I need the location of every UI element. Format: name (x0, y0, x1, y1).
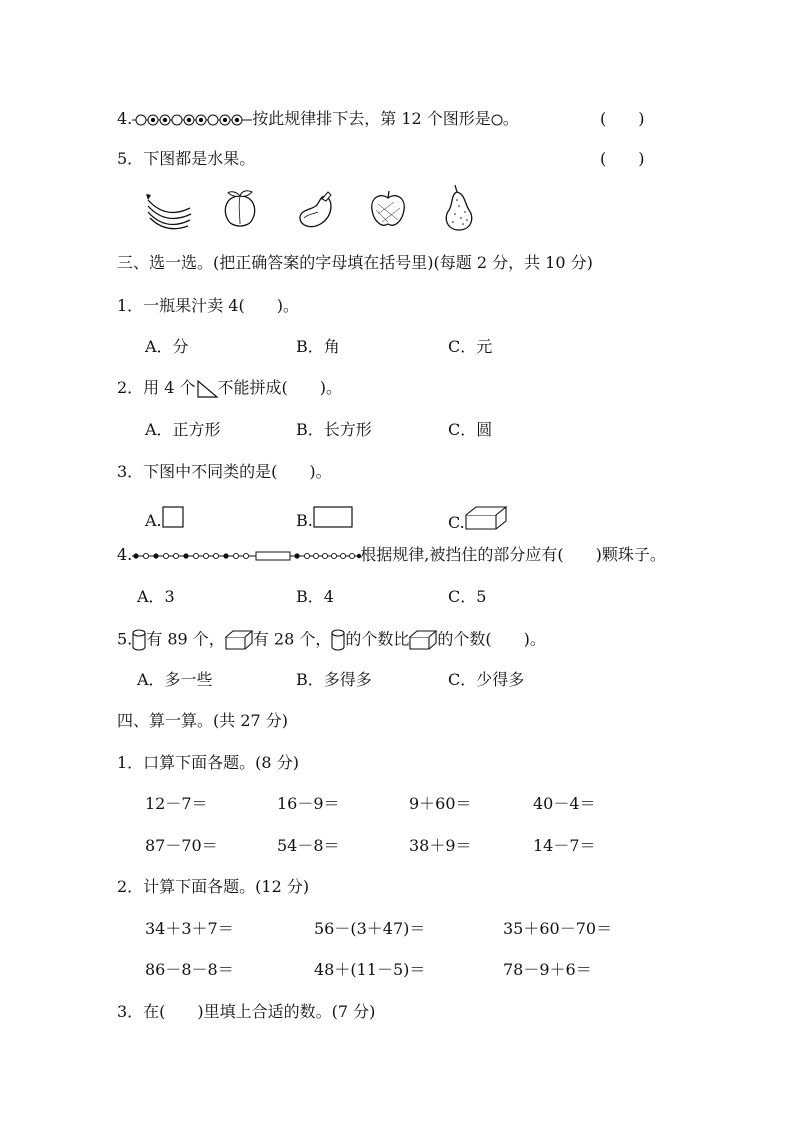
pattern-circles-icon (132, 113, 252, 127)
s4-q1-r2-c3: 38＋9＝ (409, 836, 472, 855)
s4-q2-r1-c1: 34＋3＋7＝ (145, 919, 234, 938)
cuboid-icon (225, 630, 253, 650)
s3-q3-option-c-label: C. (448, 513, 465, 532)
s3-q4-option-c[interactable]: C．5 (448, 587, 487, 606)
peach-icon (220, 188, 260, 230)
s3-q4 (117, 545, 666, 565)
s3-q1-option-b[interactable]: B．角 (296, 337, 340, 356)
s4-q2-r2-c3: 78－9＋6＝ (503, 960, 592, 979)
s4-q1-r1-c1: 12－7＝ (145, 794, 208, 813)
s3-q1-option-c[interactable]: C．元 (448, 337, 493, 356)
s3-q5-option-c[interactable]: C．少得多 (448, 670, 525, 689)
s4-q1-r2-c4: 14－7＝ (533, 836, 596, 855)
section3-title: 三、选一选。(把正确答案的字母填在括号里)(每题 2 分，共 10 分) (117, 253, 593, 272)
s4-q2-r1-c2: 56－(3＋47)＝ (314, 919, 426, 938)
s3-q5-t4: 的个数( )。 (437, 629, 546, 649)
right-triangle-icon (196, 380, 218, 398)
banana-icon (144, 190, 194, 232)
s3-q2-option-b[interactable]: B．长方形 (296, 420, 372, 439)
section4-title: 四、算一算。(共 27 分) (117, 711, 289, 730)
apple-icon (368, 188, 408, 230)
s4-q1-title: 1．口算下面各题。(8 分) (117, 753, 299, 772)
s3-q5-t2: 有 28 个， (252, 629, 332, 649)
s4-q3-title: 3．在( )里填上合适的数。(7 分) (117, 1002, 376, 1021)
s3-q3-option-c[interactable] (448, 506, 507, 533)
cylinder-icon (331, 629, 345, 651)
square-icon (162, 506, 184, 528)
s3-q2-option-a[interactable]: A．正方形 (145, 420, 221, 439)
s3-q2-post: 不能拼成( )。 (217, 378, 343, 397)
s3-q3-option-a-label: A. (145, 511, 162, 530)
s3-q5-number: 5. (117, 629, 133, 649)
s3-q4-option-a[interactable]: A．3 (137, 587, 175, 606)
s3-q1-option-a[interactable]: A．分 (145, 337, 189, 356)
judge-q4-number: 4. (117, 109, 133, 128)
s3-q4-number: 4. (117, 545, 133, 564)
cuboid-icon (465, 506, 507, 530)
s3-q3-option-a[interactable] (145, 506, 184, 531)
s3-q5-option-b[interactable]: B．多得多 (296, 670, 372, 689)
judge-q5-answer-paren[interactable]: ( ) (600, 149, 645, 168)
s3-q4-option-b[interactable]: B．4 (296, 587, 334, 606)
judge-q4-text: 按此规律排下去，第 12 个图形是 (252, 109, 491, 128)
s3-q3-option-b[interactable] (296, 506, 353, 531)
s4-q2-r2-c2: 48＋(11－5)＝ (314, 960, 426, 979)
s3-q5-option-a[interactable]: A．多一些 (137, 670, 213, 689)
s3-q1-text: 1．一瓶果汁卖 4( )。 (117, 296, 299, 315)
s3-q2 (117, 378, 342, 398)
s3-q2-pre: 2．用 4 个 (117, 378, 196, 397)
judge-q4-tail: 。 (502, 109, 519, 128)
s4-q2-title: 2．计算下面各题。(12 分) (117, 877, 310, 896)
pear-icon (441, 184, 477, 232)
eggplant-icon (296, 190, 336, 230)
s4-q1-r2-c2: 54－8＝ (277, 836, 340, 855)
s3-q5-t1: 有 89 个， (146, 629, 225, 649)
s4-q1-r1-c2: 16－9＝ (277, 794, 340, 813)
s4-q1-r1-c3: 9＋60＝ (409, 794, 472, 813)
s4-q1-r1-c4: 40－4＝ (533, 794, 596, 813)
s3-q5-t3: 的个数比 (345, 629, 410, 649)
s4-q2-r1-c3: 35＋60－70＝ (503, 919, 613, 938)
cuboid-icon (409, 630, 437, 650)
s3-q2-option-c[interactable]: C．圆 (448, 420, 493, 439)
judge-q4-answer-paren[interactable]: ( ) (600, 109, 645, 128)
cylinder-icon (132, 629, 146, 651)
s3-q3-text: 3．下图中不同类的是( )。 (117, 462, 332, 481)
s3-q3-option-b-label: B. (296, 511, 313, 530)
rectangle-icon (313, 506, 353, 528)
judge-q5 (117, 149, 255, 169)
judge-q5-number: 5． (117, 149, 144, 168)
s4-q1-r2-c1: 87－70＝ (145, 836, 218, 855)
judge-q4 (117, 109, 519, 129)
s3-q4-text: 根据规律,被挡住的部分应有( )颗珠子。 (360, 545, 666, 564)
judge-q5-text: 下图都是水果。 (143, 149, 256, 168)
s3-q5 (117, 629, 546, 651)
bead-string-icon (132, 549, 360, 563)
circle-icon (491, 114, 503, 126)
s4-q2-r2-c1: 86－8－8＝ (145, 960, 234, 979)
